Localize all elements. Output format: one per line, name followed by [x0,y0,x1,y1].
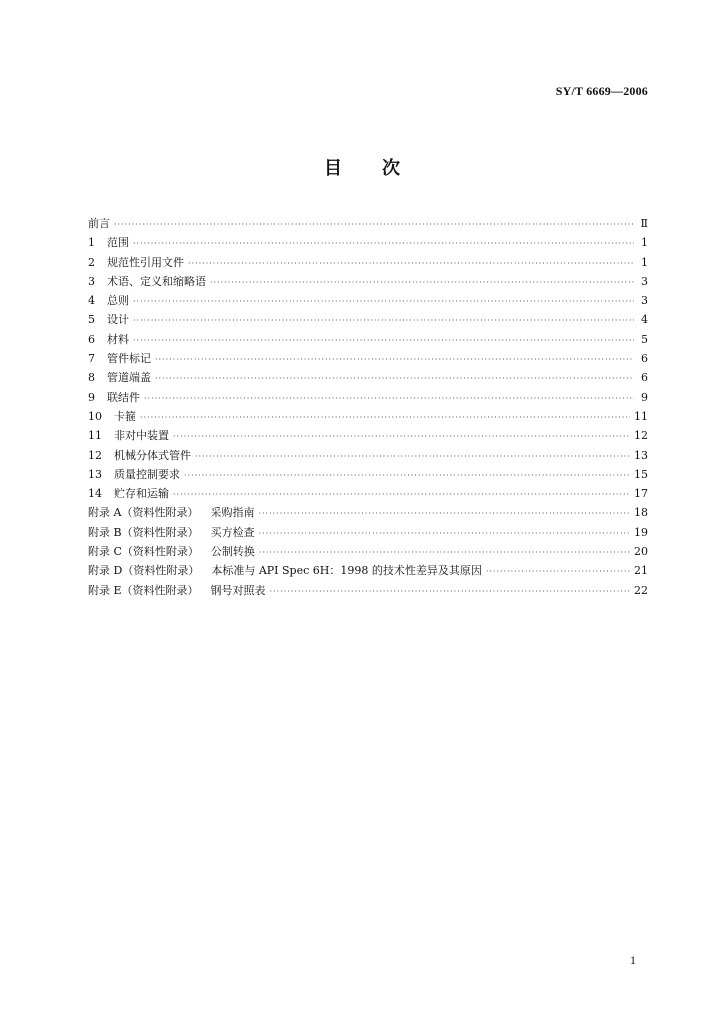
toc-entry-page: 1 [641,236,648,250]
toc-entry[interactable] [88,426,648,445]
toc-entry[interactable] [88,542,648,561]
toc-entry-page: 6 [641,371,648,385]
toc-entry[interactable] [88,368,648,387]
toc-entry-number: 9 [88,390,95,404]
toc-leader-dots [173,485,630,504]
toc-entry-page: 17 [634,487,648,501]
toc-leader-dots [486,562,630,581]
toc-entry[interactable] [88,214,648,233]
toc-leader-dots [133,311,634,330]
toc-entry-page: 19 [634,525,648,539]
toc-entry-title: 设计 [107,313,129,327]
toc-entry[interactable] [88,291,648,310]
toc-leader-dots [155,350,634,369]
toc-entry-page: 22 [634,583,648,597]
toc-entry-page: 21 [634,564,648,578]
toc-leader-dots [258,504,630,523]
toc-entry-number: 10 [88,409,102,423]
toc-entry-title: 总则 [107,294,129,308]
toc-entry-number: 3 [88,274,95,288]
toc-entry-appendix-label: 附录 B（资料性附录） [88,525,199,539]
toc-entry[interactable] [88,310,648,329]
toc-entry-title: 贮存和运输 [114,487,169,501]
toc-entry-number: 7 [88,352,95,366]
table-of-contents [88,214,648,600]
toc-entry-number: 12 [88,448,102,462]
toc-entry[interactable] [88,272,648,291]
toc-entry-title: 规范性引用文件 [107,255,184,269]
toc-entry-title: 非对中装置 [114,429,169,443]
standard-number: SY/T 6669—2006 [555,84,648,98]
toc-leader-dots [195,447,630,466]
toc-entry-title: 材料 [107,332,129,346]
toc-entry-title: 前言 [88,217,110,230]
toc-entry-page: 15 [634,467,648,481]
toc-entry-page: 20 [634,545,648,559]
toc-entry-page: 6 [641,352,648,366]
toc-entry-number: 13 [88,467,102,481]
toc-entry-page: 4 [641,313,648,327]
toc-entry-title: 买方检查 [210,525,255,539]
toc-entry-page: 9 [641,390,648,404]
toc-entry[interactable] [88,349,648,368]
toc-entry-title: 采购指南 [210,506,255,520]
toc-entry-number: 1 [88,236,95,250]
toc-leader-dots [259,524,630,543]
toc-leader-dots [184,466,630,485]
toc-entry-number: 6 [88,332,95,346]
toc-entry-title: 质量控制要求 [114,467,180,481]
toc-entry[interactable] [88,233,648,252]
toc-entry-title: 公制转换 [210,545,255,559]
toc-leader-dots [133,331,634,350]
toc-entry[interactable] [88,503,648,522]
toc-leader-dots [155,369,634,388]
toc-entry-appendix-label: 附录 C（资料性附录） [88,545,199,559]
toc-leader-dots [133,234,634,253]
toc-entry-title: 范围 [107,236,129,250]
toc-entry-title: 联结件 [107,390,140,404]
toc-entry-page: 12 [634,429,648,443]
toc-entry-page: 3 [641,294,648,308]
toc-entry-appendix-label: 附录 E（资料性附录） [88,583,199,597]
toc-entry-page: Ⅱ [640,217,648,230]
toc-entry-title: 本标准与 API Spec 6H：1998 的技术性差异及其原因 [211,564,482,578]
toc-leader-dots [210,273,634,292]
toc-entry-title: 术语、定义和缩略语 [107,274,206,288]
toc-leader-dots [259,543,630,562]
page-title [0,154,724,180]
toc-leader-dots [270,582,630,601]
toc-entry[interactable] [88,561,648,580]
toc-entry[interactable] [88,253,648,272]
toc-leader-dots [144,389,634,408]
toc-entry[interactable] [88,484,648,503]
toc-entry-number: 4 [88,294,95,308]
toc-leader-dots [114,215,634,234]
toc-entry-page: 18 [634,506,648,520]
toc-entry[interactable] [88,407,648,426]
toc-entry[interactable] [88,330,648,349]
toc-entry[interactable] [88,388,648,407]
toc-leader-dots [133,292,634,311]
toc-entry-appendix-label: 附录 D（资料性附录） [88,564,200,578]
toc-entry-title: 钢号对照表 [210,583,266,597]
page-number: 1 [630,953,636,967]
toc-entry[interactable] [88,465,648,484]
toc-entry[interactable] [88,446,648,465]
toc-entry-page: 13 [634,448,648,462]
toc-entry-number: 8 [88,371,95,385]
toc-entry[interactable] [88,581,648,600]
toc-entry-number: 2 [88,255,95,269]
toc-entry-page: 11 [634,409,648,423]
toc-entry-title: 管道端盖 [107,371,151,385]
toc-leader-dots [173,427,630,446]
toc-entry-title: 管件标记 [107,352,151,366]
toc-entry-page: 3 [641,274,648,288]
toc-entry-number: 11 [88,429,102,443]
toc-entry-number: 5 [88,313,95,327]
toc-entry-page: 5 [641,332,648,346]
toc-entry-title: 机械分体式管件 [114,448,191,462]
toc-leader-dots [188,254,634,273]
toc-entry-title: 卡箍 [114,409,136,423]
toc-entry[interactable] [88,523,648,542]
toc-entry-appendix-label: 附录 A（资料性附录） [88,506,199,520]
toc-entry-number: 14 [88,487,102,501]
toc-entry-page: 1 [641,255,648,269]
title-char-2: 次 [382,158,400,179]
toc-leader-dots [140,408,630,427]
title-char-1: 目 [324,158,342,179]
